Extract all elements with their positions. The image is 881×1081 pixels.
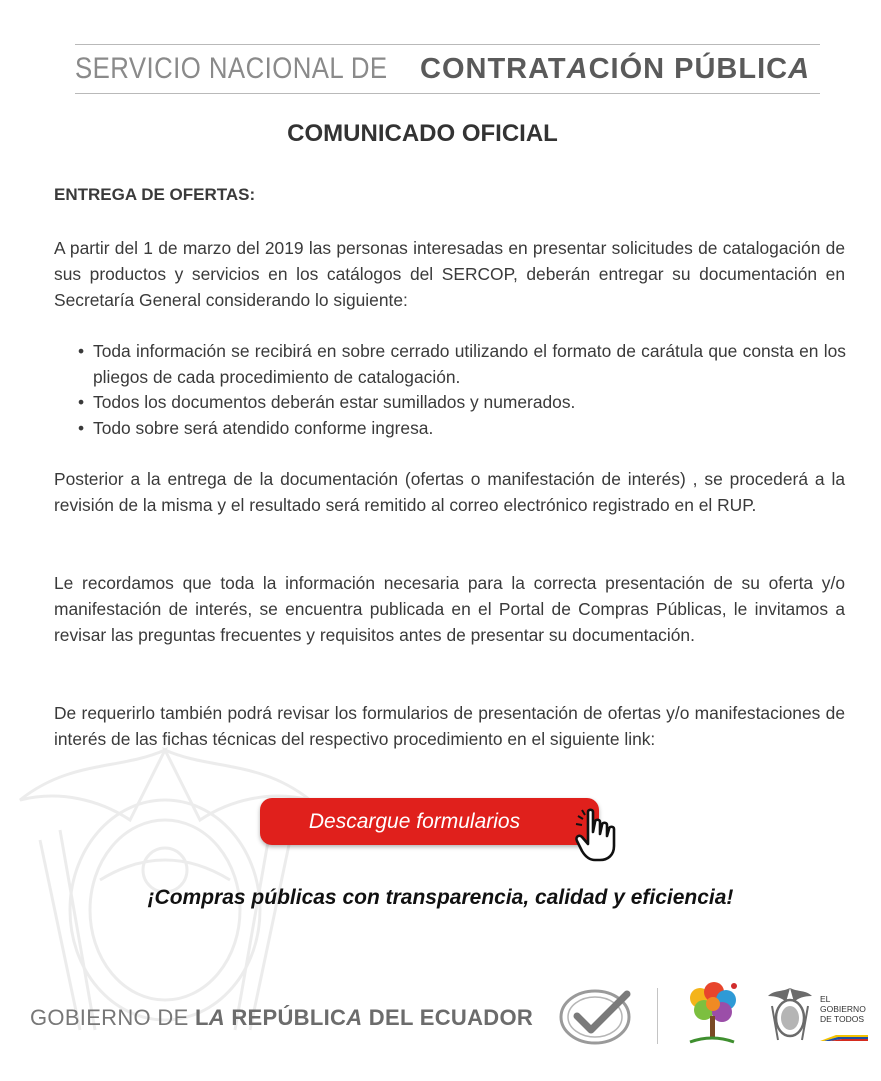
government-footer-title: GOBIERNO DE LA REPÚBLICA DEL ECUADOR — [30, 1005, 534, 1030]
document-heading: COMUNICADO OFICIAL — [287, 120, 558, 147]
reminder-paragraph: Le recordamos que toda la información necesaria para la correcta presentación de su oferta y/o manifestación de interés, se encuentra publicada en el Portal de Compras Públicas, le invitamos a revisar las preguntas frecuentes y requisitos antes de presentar su documentación. — [54, 573, 845, 645]
list-item: • Todo sobre será atendido conforme ingresa. — [78, 416, 846, 442]
header-rule-bottom — [75, 93, 820, 94]
requirements-list — [78, 339, 846, 441]
header-rule-top — [75, 44, 820, 45]
slogan: ¡Compras públicas con transparencia, calidad y eficiencia! — [147, 886, 734, 909]
gobierno-de-todos-logo: EL GOBIERNO DE TODOS — [820, 994, 866, 1024]
list-item: • Toda información se recibirá en sobre cerrado utilizando el formato de carátula que consta en los pliegos de cada procedimiento de catalogación. — [78, 339, 846, 390]
header-title-light: SERVICIO NACIONAL DE — [75, 52, 388, 85]
ecuador-shield-icon — [766, 986, 814, 1042]
flag-stripe-icon — [820, 1035, 868, 1041]
toda-una-vida-logo-icon — [682, 980, 742, 1046]
review-paragraph: Posterior a la entrega de la documentación (ofertas o manifestación de interés) , se procederá a la revisión de la misma y el resultado será remitido al correo electrónico registrado en el RUP. — [54, 469, 845, 515]
list-item: • Todos los documentos deberán estar sumillados y numerados. — [78, 390, 846, 416]
header-title-bold: CONTRATACIÓN PÚBLICA — [420, 52, 811, 85]
section-title: ENTREGA DE OFERTAS: — [54, 185, 256, 204]
agency-header-title — [75, 48, 820, 90]
certification-check-logo-icon — [557, 988, 633, 1046]
forms-paragraph: De requerirlo también podrá revisar los formularios de presentación de ofertas y/o manifestaciones de interés de las fichas técnicas del respectivo procedimiento en el siguiente link: — [54, 703, 845, 749]
intro-paragraph: A partir del 1 de marzo del 2019 las personas interesadas en presentar solicitudes de catalogación de sus productos y servicios en los catálogos del SERCOP, deberán entregar su documentación en Secretaría General considerando lo siguiente: — [54, 238, 845, 310]
pointer-hand-icon — [574, 808, 626, 864]
footer-separator — [657, 988, 658, 1044]
download-forms-button[interactable]: Descargue formularios — [260, 798, 599, 845]
